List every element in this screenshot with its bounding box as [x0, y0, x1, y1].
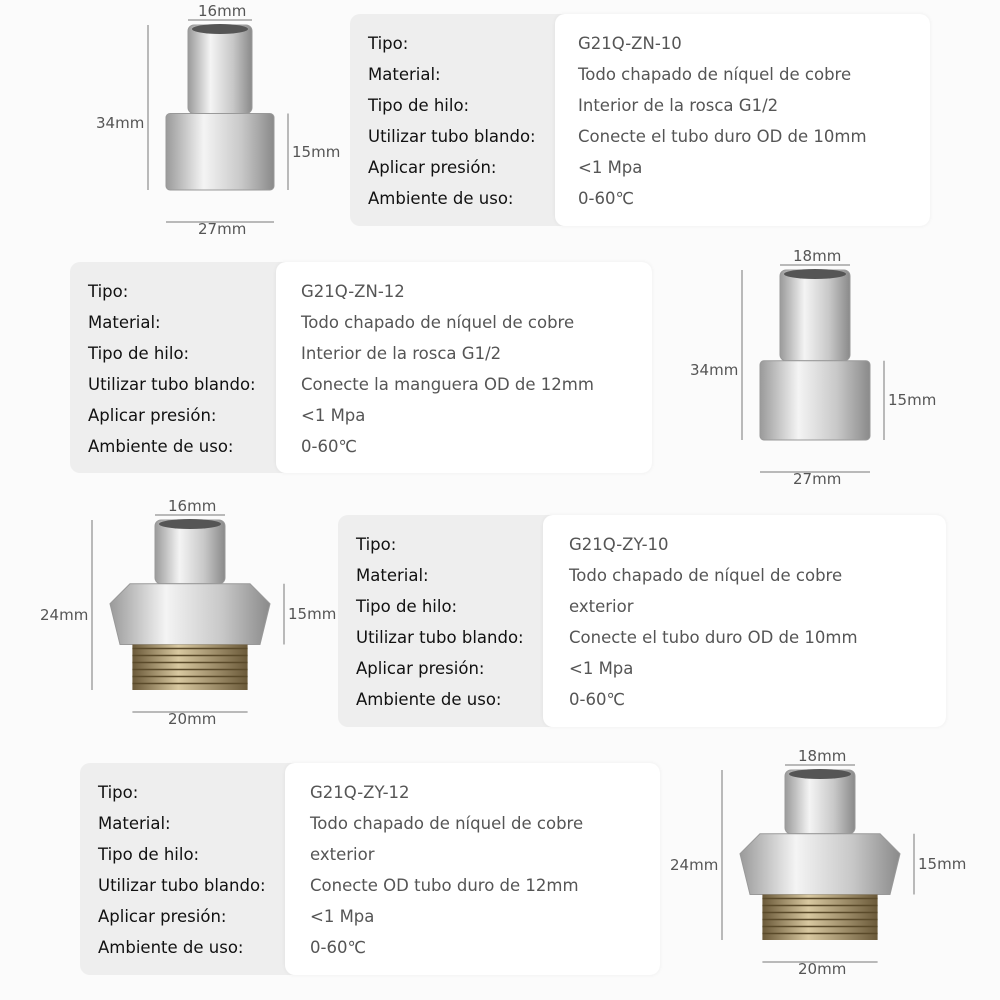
spec-label: Material: — [88, 313, 161, 332]
fitting-body — [155, 520, 225, 584]
spec-label: Material: — [98, 814, 171, 833]
spec-value: Conecte OD tubo duro de 12mm — [310, 876, 579, 895]
spec-value: <1 Mpa — [301, 406, 366, 425]
spec-label: Utilizar tubo blando: — [356, 628, 524, 647]
spec-label: Aplicar presión: — [356, 659, 485, 678]
spec-label: Tipo de hilo: — [356, 597, 458, 616]
spec-label: Material: — [368, 65, 441, 84]
dim-hex: 15mm — [918, 855, 967, 874]
dim-bottom: 20mm — [798, 960, 847, 978]
spec-label: Utilizar tubo blando: — [88, 375, 256, 394]
spec-value: 0-60℃ — [569, 690, 625, 709]
spec-value: Todo chapado de níquel de cobre — [310, 814, 584, 833]
dim-top: 18mm — [798, 747, 847, 765]
spec-label: Ambiente de uso: — [88, 437, 234, 456]
spec-label: Tipo de hilo: — [88, 344, 190, 363]
dim-bottom: 27mm — [198, 220, 247, 238]
spec-panel-1 — [350, 14, 930, 226]
spec-value: Interior de la rosca G1/2 — [578, 96, 779, 115]
fitting-diagram — [40, 497, 340, 730]
spec-label: Ambiente de uso: — [98, 938, 244, 957]
fitting-hex — [760, 361, 870, 440]
spec-value: G21Q-ZY-12 — [310, 783, 410, 802]
spec-label: Utilizar tubo blando: — [368, 127, 536, 146]
spec-value: exterior — [569, 597, 634, 616]
dim-height: 34mm — [690, 360, 739, 379]
fitting-diagram — [96, 2, 341, 240]
spec-label: Ambiente de uso: — [356, 690, 502, 709]
dim-top: 16mm — [168, 497, 217, 515]
dim-bottom: 20mm — [168, 710, 217, 728]
dim-top: 18mm — [793, 247, 842, 265]
spec-value: G21Q-ZN-12 — [301, 282, 405, 301]
dim-bottom: 27mm — [793, 470, 842, 488]
spec-value: 0-60℃ — [301, 437, 357, 456]
spec-panel-2 — [70, 262, 652, 473]
dim-height: 24mm — [670, 856, 719, 875]
spec-label: Tipo: — [88, 282, 129, 301]
spec-label: Tipo de hilo: — [98, 845, 200, 864]
dim-hex: 15mm — [292, 142, 341, 161]
spec-label: Aplicar presión: — [88, 406, 217, 425]
fitting-body — [780, 270, 850, 361]
fitting-body — [785, 770, 855, 834]
dim-height: 34mm — [96, 113, 145, 132]
spec-panel-3 — [338, 515, 946, 727]
spec-value: Todo chapado de níquel de cobre — [578, 65, 852, 84]
fitting-hex — [740, 834, 900, 895]
dim-hex: 15mm — [888, 391, 937, 410]
spec-value: <1 Mpa — [569, 659, 634, 678]
dim-hex: 15mm — [288, 605, 337, 624]
dim-top: 16mm — [198, 2, 247, 20]
spec-value: G21Q-ZY-10 — [569, 535, 669, 554]
spec-value: G21Q-ZN-10 — [578, 34, 682, 53]
spec-label: Aplicar presión: — [98, 907, 227, 926]
spec-value: exterior — [310, 845, 375, 864]
spec-label: Tipo: — [356, 535, 397, 554]
spec-value: <1 Mpa — [578, 158, 643, 177]
spec-value: <1 Mpa — [310, 907, 375, 926]
spec-value: Conecte el tubo duro OD de 10mm — [578, 127, 867, 146]
spec-value: Conecte la manguera OD de 12mm — [301, 375, 594, 394]
dim-height: 24mm — [40, 606, 89, 625]
spec-label: Tipo: — [98, 783, 139, 802]
spec-value: Conecte el tubo duro OD de 10mm — [569, 628, 858, 647]
spec-label: Aplicar presión: — [368, 158, 497, 177]
spec-label: Material: — [356, 566, 429, 585]
spec-value: 0-60℃ — [310, 938, 366, 957]
spec-label: Tipo de hilo: — [368, 96, 470, 115]
spec-label: Ambiente de uso: — [368, 189, 514, 208]
fitting-diagram — [670, 247, 960, 490]
fitting-hex — [166, 114, 274, 191]
spec-panel-4 — [80, 763, 660, 975]
fitting-diagram — [670, 747, 970, 980]
fitting-hex — [110, 584, 270, 645]
spec-value: Todo chapado de níquel de cobre — [569, 566, 843, 585]
fitting-body — [188, 25, 252, 114]
spec-value: Interior de la rosca G1/2 — [301, 344, 502, 363]
spec-label: Utilizar tubo blando: — [98, 876, 266, 895]
spec-value: 0-60℃ — [578, 189, 634, 208]
spec-label: Tipo: — [368, 34, 409, 53]
spec-value: Todo chapado de níquel de cobre — [301, 313, 575, 332]
